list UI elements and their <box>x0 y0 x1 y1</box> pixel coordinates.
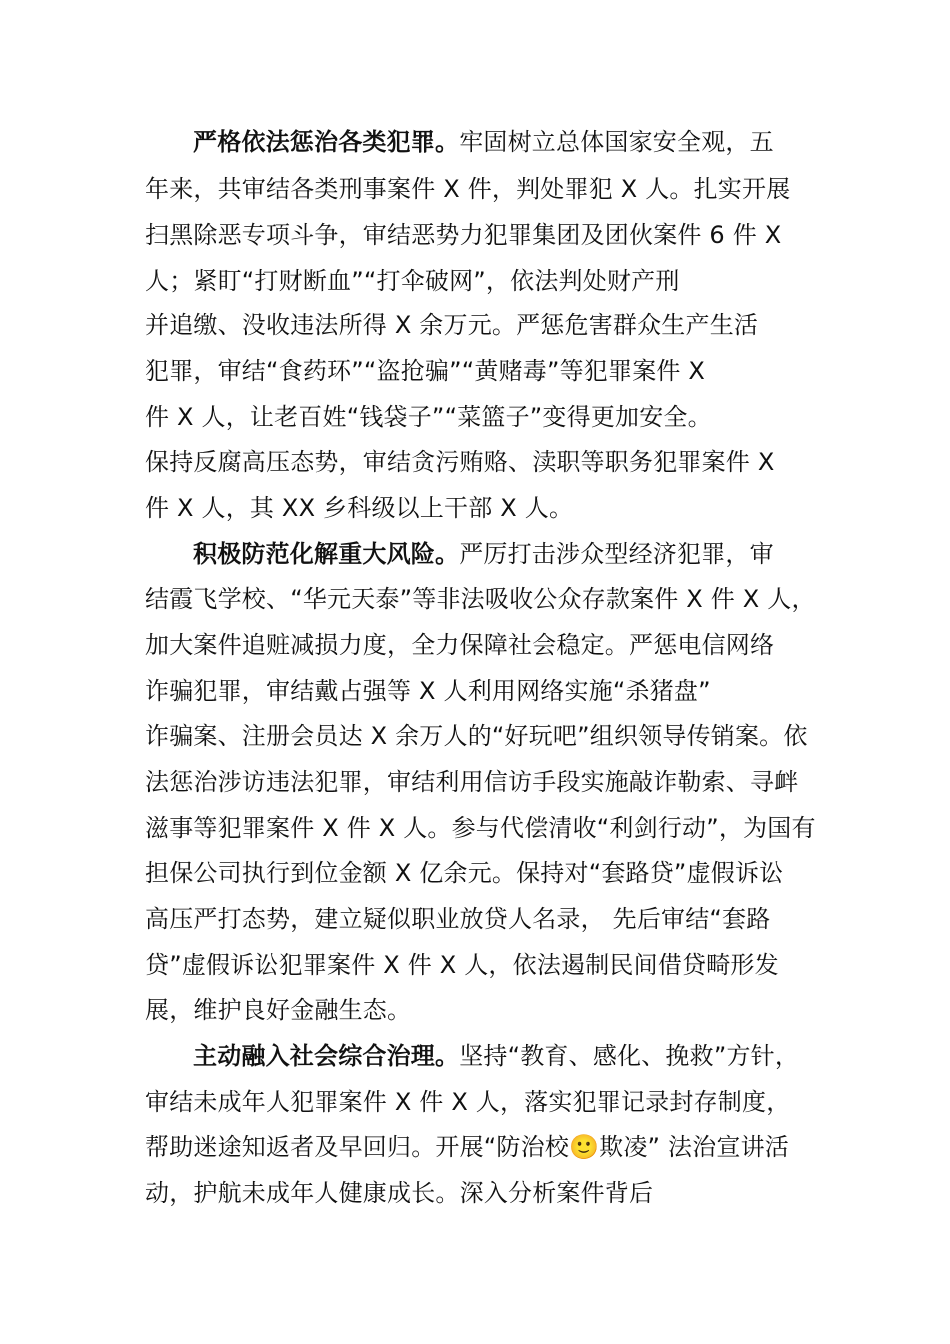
paragraph-1-line <box>145 169 790 209</box>
paragraph-1-line <box>145 215 781 255</box>
paragraph-1-line <box>145 261 680 301</box>
text-line: 加大案件追赃减损力度，全力保障社会稳定。严惩电信网络 <box>145 631 775 659</box>
paragraph-2-line <box>145 716 808 756</box>
text-line: 贷”虚假诉讼犯罪案件 X 件 X 人，依法遏制民间借贷畸形发 <box>145 951 779 979</box>
paragraph-1-line <box>145 305 758 345</box>
paragraph-3-line <box>145 1127 789 1167</box>
text-line: 法惩治涉访违法犯罪，审结利用信访手段实施敲诈勒索、寻衅 <box>145 768 799 796</box>
text-line: 坚持“教育、感化、挽救”方针， <box>459 1042 800 1070</box>
text-line: 动，护航未成年人健康成长。深入分析案件背后 <box>145 1179 654 1207</box>
text-line: 严厉打击涉众型经济犯罪，审 <box>459 540 774 568</box>
paragraph-3-line-1 <box>193 1036 799 1076</box>
paragraph-1-line <box>145 488 573 528</box>
text-line: 高压严打态势，建立疑似职业放贷人名录， 先后审结“套路 <box>145 905 771 933</box>
paragraph-3-line <box>145 1082 790 1122</box>
paragraph-1-line <box>145 442 774 482</box>
text-line: 帮助迷途知返者及早回归。开展“防治校🙂欺凌” 法治宣讲活 <box>145 1133 789 1161</box>
text-line: 展，维护良好金融生态。 <box>145 996 412 1024</box>
paragraph-2-line <box>145 625 774 665</box>
paragraph-2-heading: 积极防范化解重大风险。 <box>193 540 460 568</box>
paragraph-2-line <box>145 899 770 939</box>
text-line: 犯罪，审结“食药环”“盗抢骗”“黄赌毒”等犯罪案件 X <box>145 357 706 385</box>
text-line: 保持反腐高压态势，审结贪污贿赂、渎职等职务犯罪案件 X <box>145 448 775 476</box>
text-line: 担保公司执行到位金额 X 亿余元。保持对“套路贷”虚假诉讼 <box>145 859 784 887</box>
paragraph-2-line <box>145 853 783 893</box>
paragraph-2-line <box>145 808 816 848</box>
paragraph-1-heading: 严格依法惩治各类犯罪。 <box>193 128 460 156</box>
paragraph-2-line <box>145 945 779 985</box>
paragraph-2-line-1 <box>193 534 774 574</box>
paragraph-3-line <box>145 1173 653 1213</box>
paragraph-2-line <box>145 762 798 802</box>
paragraph-2-line <box>145 671 711 711</box>
text-line: 牢固树立总体国家安全观，五 <box>459 128 774 156</box>
text-line: 年来，共审结各类刑事案件 X 件，判处罪犯 X 人。扎实开展 <box>145 175 791 203</box>
text-line: 件 X 人，让老百姓“钱袋子”“菜篮子”变得更加安全。 <box>145 403 712 431</box>
paragraph-2-line <box>145 579 816 619</box>
text-line: 结霞飞学校、“华元天泰”等非法吸收公众存款案件 X 件 X 人， <box>145 585 816 613</box>
text-line: 扫黑除恶专项斗争，审结恶势力犯罪集团及团伙案件 6 件 X <box>145 221 782 249</box>
text-line: 并追缴、没收违法所得 X 余万元。严惩危害群众生产生活 <box>145 311 759 339</box>
text-line: 件 X 人，其 XX 乡科级以上干部 X 人。 <box>145 494 574 522</box>
paragraph-1-line-1 <box>193 122 774 162</box>
text-line: 人；紧盯“打财断血”“打伞破网”，依法判处财产刑 <box>145 267 680 295</box>
text-line: 诈骗案、注册会员达 X 余万人的“好玩吧”组织领导传销案。依 <box>145 722 808 750</box>
text-line: 诈骗犯罪，审结戴占强等 X 人利用网络实施“杀猪盘” <box>145 677 711 705</box>
paragraph-3-heading: 主动融入社会综合治理。 <box>193 1042 460 1070</box>
text-line: 滋事等犯罪案件 X 件 X 人。参与代偿清收“利剑行动”，为国有 <box>145 814 816 842</box>
paragraph-2-line <box>145 990 411 1030</box>
paragraph-1-line <box>145 351 705 391</box>
paragraph-1-line <box>145 397 712 437</box>
text-line: 审结未成年人犯罪案件 X 件 X 人，落实犯罪记录封存制度， <box>145 1088 791 1116</box>
